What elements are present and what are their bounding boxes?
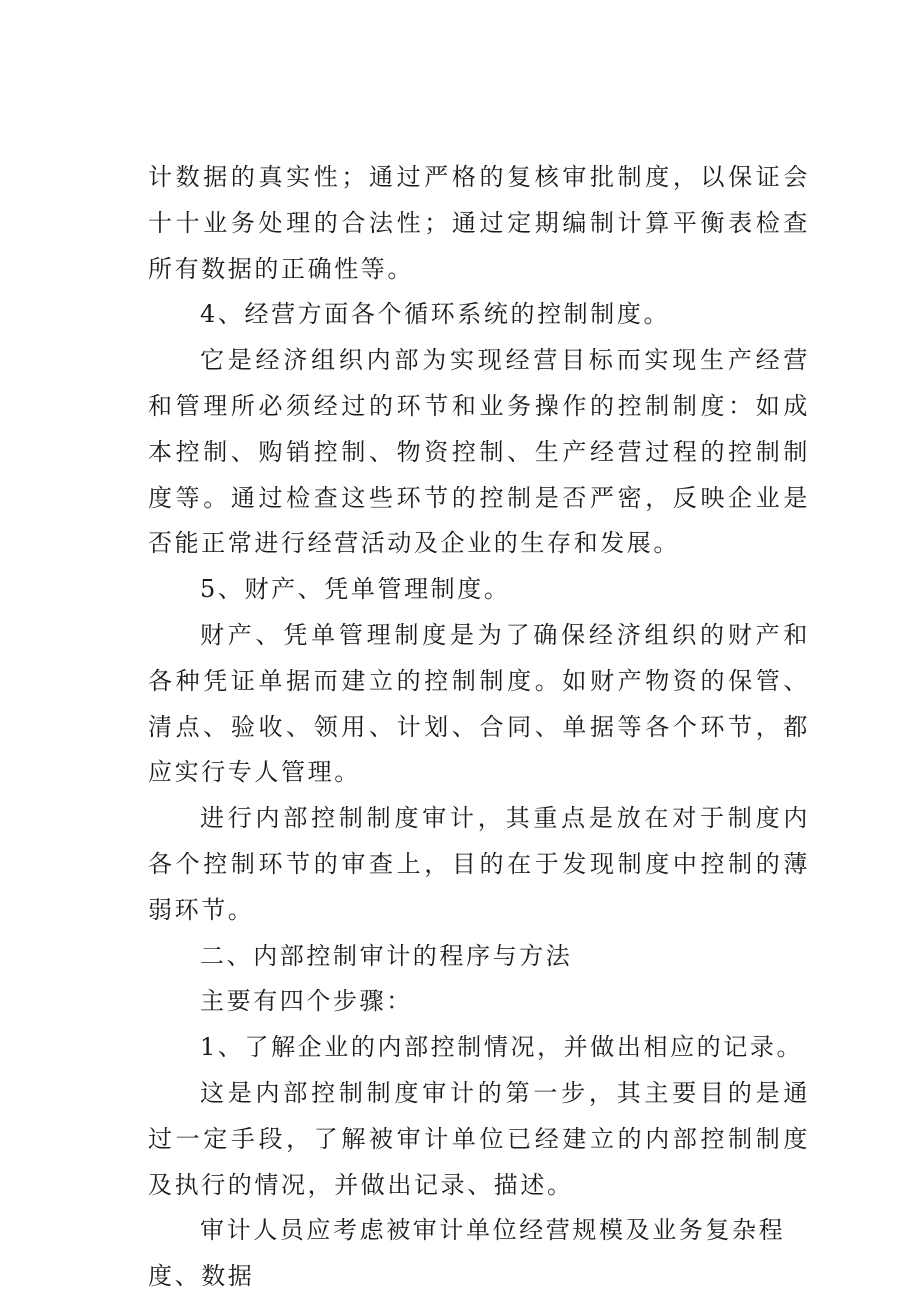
paragraph-four-steps: 主要有四个步骤： [200,987,413,1016]
heading-property-voucher-management: 5、财产、凭单管理制度。 [200,575,511,604]
paragraph-internal-control-audit-focus: 进行内部控制制度审计，其重点是放在对于制度内各个控制环节的审查上，目的在于发现制度中控制的薄弱环节。 [148,804,810,924]
heading-operations-cycle-controls: 4、经营方面各个循环系统的控制制度。 [200,300,671,329]
paragraph-auditor-considerations: 审计人员应考虑被审计单位经营规模及业务复杂程度、数据 [148,1216,786,1291]
paragraph-step-one-description: 这是内部控制制度审计的第一步，其主要目的是通过一定手段，了解被审计单位已经建立的内部控制制度及执行的情况，并做出记录、描述。 [148,1078,810,1199]
paragraph-property-voucher-management: 财产、凭单管理制度是为了确保经济组织的财产和各种凭证单据而建立的控制制度。如财产物资的保管、清点、验收、领用、计划、合同、单据等各个环节，都应实行专人管理。 [148,620,810,787]
document-body [148,155,810,1300]
paragraph-accounting-data: 计数据的真实性；通过严格的复核审批制度，以保证会十十业务处理的合法性；通过定期编制计算平衡表检查所有数据的正确性等。 [148,163,810,283]
paragraph-operations-cycle-controls: 它是经济组织内部为实现经营目标而实现生产经营和管理所必须经过的环节和业务操作的控制制度：如成本控制、购销控制、物资控制、生产经营过程的控制制度等。通过检查这些环节的控制是否严密，反映企业是否能正常进行经营活动及企业的生存和发展。 [148,346,810,558]
heading-audit-procedures-methods: 二、内部控制审计的程序与方法 [200,941,573,970]
heading-step-one: 1、了解企业的内部控制情况，并做出相应的记录。 [200,1033,804,1062]
